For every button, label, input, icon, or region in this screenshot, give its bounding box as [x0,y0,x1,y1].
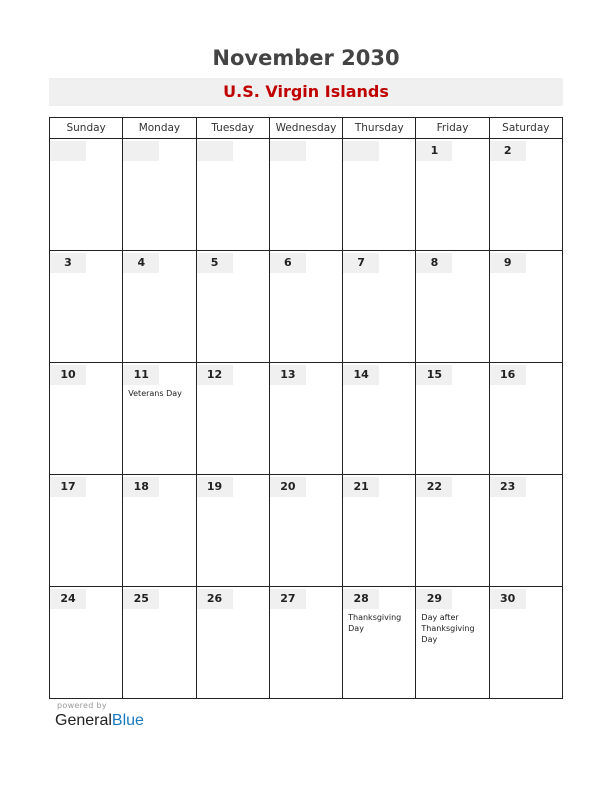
day-cell [416,475,489,587]
day-number: 24 [50,589,86,609]
day-number: 11 [123,365,159,385]
day-cell [343,251,416,363]
day-cell [489,475,562,587]
day-cell [343,139,416,251]
day-number [343,141,379,161]
day-cell [416,139,489,251]
day-cell [269,587,342,699]
logo-text-blue: Blue [111,712,144,729]
day-number: 26 [197,589,233,609]
day-cell [50,251,123,363]
day-cell [123,475,196,587]
region-name: U.S. Virgin Islands [223,82,389,101]
day-number: 18 [123,477,159,497]
holiday-label: Veterans Day [128,389,182,398]
day-number: 7 [343,253,379,273]
day-cell [343,363,416,475]
day-cell [50,475,123,587]
weekday-header: Thursday [343,118,416,139]
day-cell [269,475,342,587]
day-number: 30 [490,589,526,609]
weekday-header: Wednesday [269,118,342,139]
day-cell [343,475,416,587]
day-cell [489,139,562,251]
day-number: 13 [270,365,306,385]
week-row [50,139,563,251]
holiday-label: Day after Thanksgiving Day [421,613,475,644]
day-number: 2 [490,141,526,161]
region-banner [49,78,563,106]
day-number: 3 [50,253,86,273]
day-cell [269,363,342,475]
day-cell [50,587,123,699]
day-number: 15 [416,365,452,385]
day-number: 25 [123,589,159,609]
day-number: 19 [197,477,233,497]
weekday-header: Tuesday [196,118,269,139]
week-row [50,475,563,587]
weekday-header: Monday [123,118,196,139]
day-number: 9 [490,253,526,273]
day-cell [416,251,489,363]
weekday-header: Friday [416,118,489,139]
day-cell [489,251,562,363]
day-number [197,141,233,161]
day-cell [489,587,562,699]
week-row [50,363,563,475]
day-number: 29 [416,589,452,609]
day-number [123,141,159,161]
day-number: 1 [416,141,452,161]
holiday-label: Thanksgiving Day [348,613,402,633]
day-number: 5 [197,253,233,273]
week-row [50,251,563,363]
day-number: 14 [343,365,379,385]
weekday-header: Sunday [50,118,123,139]
weekday-header: Saturday [489,118,562,139]
day-cell [416,363,489,475]
day-number: 27 [270,589,306,609]
generalblue-logo[interactable] [55,712,144,730]
day-cell [123,139,196,251]
day-cell [343,587,416,699]
day-cell [50,363,123,475]
day-cell [196,251,269,363]
week-row [50,587,563,699]
day-number: 21 [343,477,379,497]
day-cell [196,363,269,475]
day-number: 4 [123,253,159,273]
day-number: 8 [416,253,452,273]
day-number [50,141,86,161]
day-cell [196,587,269,699]
day-cell [123,251,196,363]
day-cell [269,251,342,363]
day-cell [196,139,269,251]
day-number: 22 [416,477,452,497]
day-cell [269,139,342,251]
day-number: 28 [343,589,379,609]
day-cell [489,363,562,475]
day-cell [50,139,123,251]
weekday-header-row [50,118,563,139]
day-number: 12 [197,365,233,385]
day-number: 6 [270,253,306,273]
powered-by-text: powered by [57,701,107,710]
calendar-title: November 2030 [212,46,400,70]
day-number: 10 [50,365,86,385]
day-number: 17 [50,477,86,497]
day-cell [123,587,196,699]
day-number: 23 [490,477,526,497]
day-cell [416,587,489,699]
calendar-grid [49,117,563,699]
day-cell [196,475,269,587]
day-cell [123,363,196,475]
day-number [270,141,306,161]
day-number: 20 [270,477,306,497]
logo-text-general: General [55,712,112,729]
day-number: 16 [490,365,526,385]
